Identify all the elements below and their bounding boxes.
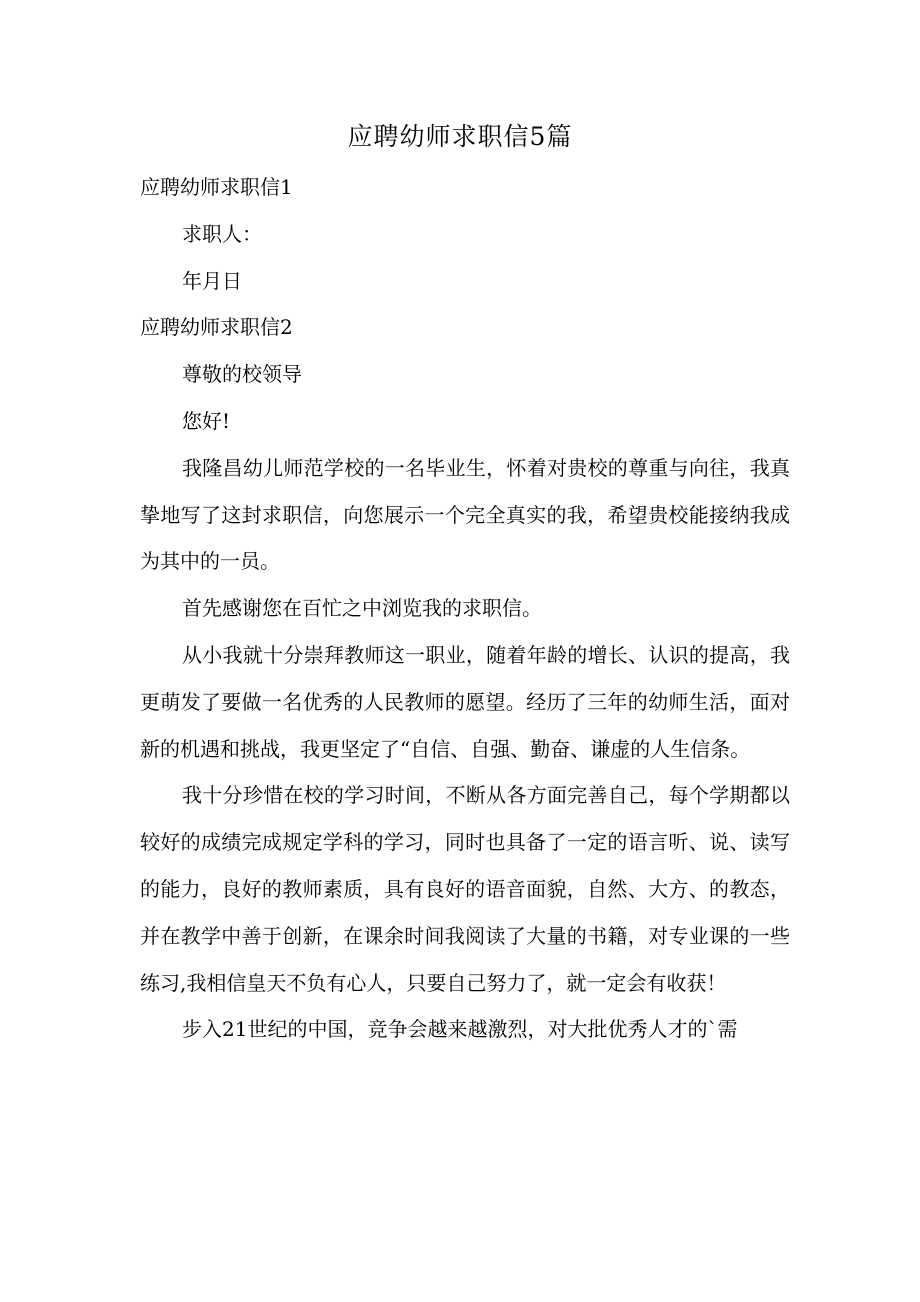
applicant-line: 求职人： (182, 221, 262, 246)
section-2-heading: 应聘幼师求职信2 (140, 315, 293, 340)
document-body (140, 164, 790, 1053)
paragraph-aspiration: 从小我就十分崇拜教师这一职业，随着年龄的增长、认识的提高，我更萌发了要做一名优秀的人民教师的愿望。经历了三年的幼师生活，面对新的机遇和挑战，我更坚定了“自信、自强、勤奋、谦虚的人生信条。 (140, 642, 790, 761)
date-line: 年月日 (182, 268, 242, 293)
greeting: 您好! (182, 408, 231, 433)
paragraph-thanks: 首先感谢您在百忙之中浏览我的求职信。 (182, 596, 542, 621)
document-title: 应聘幼师求职信5篇 (347, 122, 573, 151)
paragraph-study: 我十分珍惜在校的学习时间，不断从各方面完善自己，每个学期都以较好的成绩完成规定学科的学习，同时也具备了一定的语言听、说、读写的能力，良好的教师素质，具有良好的语音面貌，自然、大方、的教态，并在教学中善于创新，在课余时间我阅读了大量的书籍，对专业课的一些练习,我相信皇天不负有心人，只要自己努力了，就一定会有收获！ (140, 783, 790, 995)
paragraph-competition: 步入21世纪的中国，竞争会越来越激烈，对大批优秀人才的`需 (182, 1017, 738, 1042)
paragraph-intro: 我隆昌幼儿师范学校的一名毕业生，怀着对贵校的尊重与向往，我真挚地写了这封求职信，向您展示一个完全真实的我，希望贵校能接纳我成为其中的一员。 (140, 455, 790, 574)
section-1-heading: 应聘幼师求职信1 (140, 175, 293, 199)
salutation: 尊敬的校领导 (182, 362, 302, 387)
